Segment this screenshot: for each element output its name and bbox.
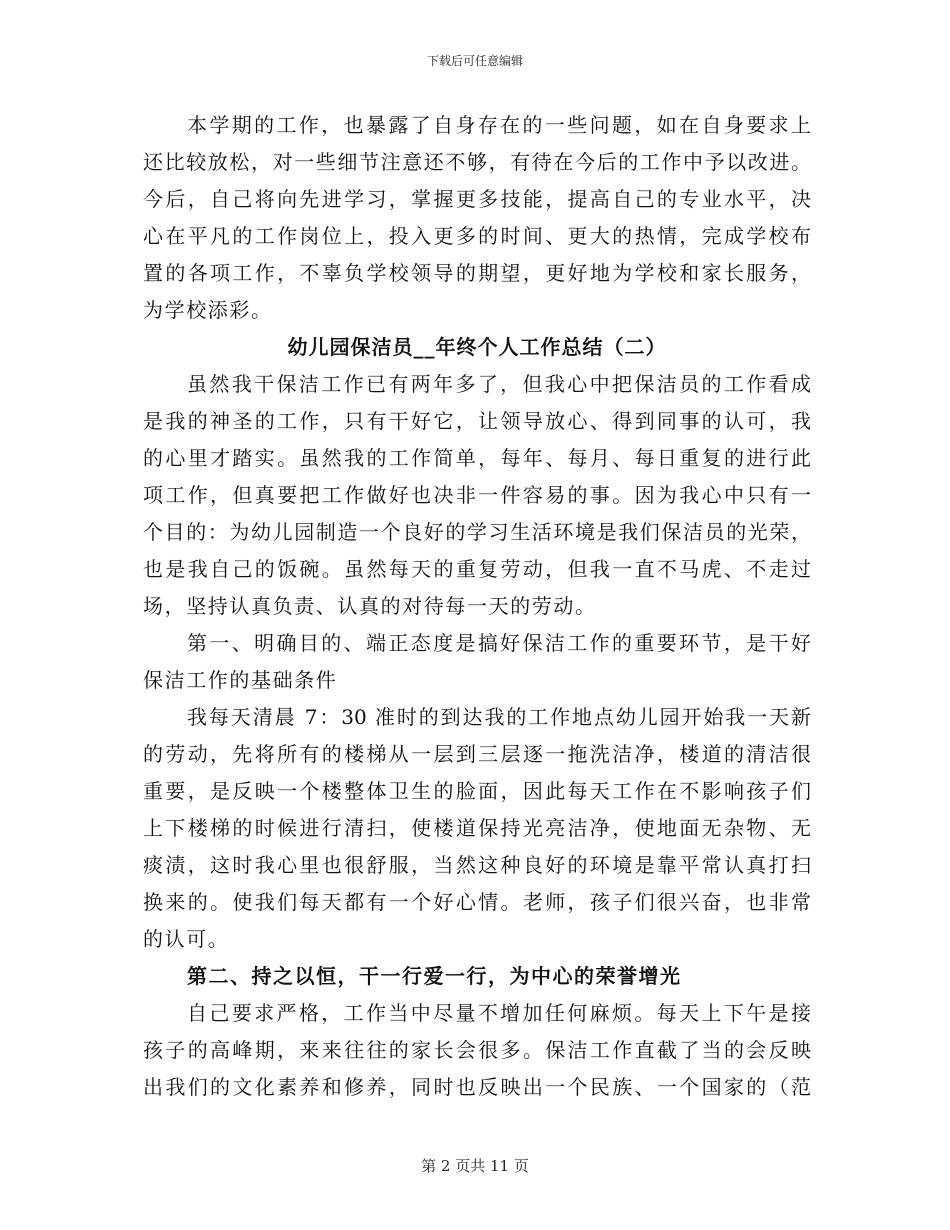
text-line: 场，坚持认真负责、认真的对待每一天的劳动。 <box>143 594 597 618</box>
text-line: 的心里才踏实。虽然我的工作简单，每年、每月、每日重复的进行此 <box>143 446 811 470</box>
page-footer: 第 2 页共 11 页 <box>421 1157 529 1175</box>
text-line: 第一、明确目的、端正态度是搞好保洁工作的重要环节，是干好 <box>187 631 811 655</box>
text-line: 出我们的文化素养和修养，同时也反映出一个民族、一个国家的（范 <box>143 1075 811 1099</box>
text-line: 置的各项工作，不辜负学校领导的期望，更好地为学校和家长服务， <box>143 261 811 285</box>
text-line: 今后，自己将向先进学习，掌握更多技能，提高自己的专业水平，决 <box>143 187 811 211</box>
page-header: 下载后可任意编辑 <box>426 54 523 68</box>
text-line: 自己要求严格，工作当中尽量不增加任何麻烦。每天上下午是接 <box>187 1001 811 1025</box>
text-line: 上下楼梯的时候进行清扫，使楼道保持光亮洁净，使地面无杂物、无 <box>143 816 811 840</box>
text-line: 重要，是反映一个楼整体卫生的脸面，因此每天工作在不影响孩子们 <box>143 779 811 803</box>
text-line: 我每天清晨 7：30 准时的到达我的工作地点幼儿园开始我一天新 <box>187 705 811 729</box>
text-line: 也是我自己的饭碗。虽然每天的重复劳动，但我一直不马虎、不走过 <box>143 557 811 581</box>
text-line: 保洁工作的基础条件 <box>143 668 338 692</box>
text-line: 项工作，但真要把工作做好也决非一件容易的事。因为我心中只有一 <box>143 483 811 507</box>
text-line: 还比较放松，对一些细节注意还不够，有待在今后的工作中予以改进。 <box>143 150 811 174</box>
text-line: 本学期的工作，也暴露了自身存在的一些问题，如在自身要求上 <box>187 113 811 137</box>
text-line: 是我的神圣的工作，只有干好它，让领导放心、得到同事的认可，我 <box>143 409 811 433</box>
text-line: 孩子的高峰期，来来往往的家长会很多。保洁工作直截了当的会反映 <box>143 1038 811 1062</box>
text-line: 的劳动，先将所有的楼梯从一层到三层逐一拖洗洁净，楼道的清洁很 <box>143 742 811 766</box>
section-title: 幼儿园保洁员__年终个人工作总结（二） <box>287 335 667 359</box>
text-line: 心在平凡的工作岗位上，投入更多的时间、更大的热情，完成学校布 <box>143 224 811 248</box>
document-body <box>143 107 811 1106</box>
text-line: 的认可。 <box>143 927 230 951</box>
text-line: 个目的：为幼儿园制造一个良好的学习生活环境是我们保洁员的光荣， <box>143 520 811 544</box>
text-line: 换来的。使我们每天都有一个好心情。老师，孩子们很兴奋，也非常 <box>143 890 811 914</box>
text-line: 虽然我干保洁工作已有两年多了，但我心中把保洁员的工作看成 <box>187 372 811 396</box>
section-heading: 第二、持之以恒，干一行爱一行，为中心的荣誉增光 <box>187 964 682 988</box>
text-line: 痰渍，这时我心里也很舒服，当然这种良好的环境是靠平常认真打扫 <box>143 853 811 877</box>
text-line: 为学校添彩。 <box>143 298 273 322</box>
